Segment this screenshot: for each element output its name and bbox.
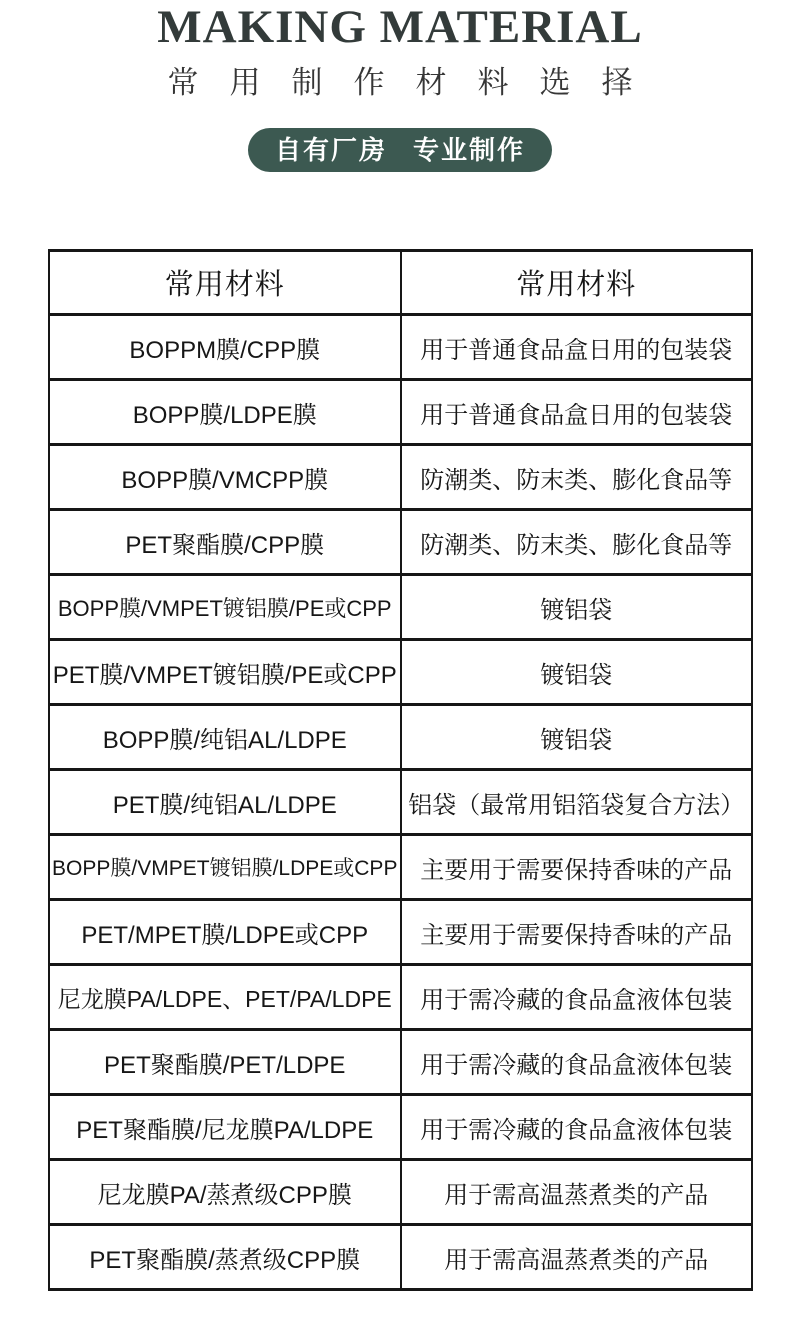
badge-text-right: 专业制作 [413,135,526,165]
table-row [49,1225,752,1290]
usage-cell: 用于需高温蒸煮类的产品 [401,1225,753,1290]
usage-cell: 防潮类、防末类、膨化食品等 [401,510,753,575]
usage-cell: 铝袋（最常用铝箔袋复合方法） [401,770,753,835]
usage-cell: 镀铝袋 [401,705,753,770]
column-header-usage: 常用材料 [401,251,753,315]
badge-text-left: 自有厂房 [274,135,387,165]
material-cell: BOPP膜/LDPE膜 [49,380,401,445]
table-row [49,510,752,575]
page-subtitle: 常用制作材料选择 [167,65,664,100]
table-row [49,705,752,770]
usage-cell: 用于需冷藏的食品盒液体包装 [401,1095,753,1160]
materials-table [48,249,753,1291]
table-row [49,1095,752,1160]
material-cell: BOPP膜/VMPET镀铝膜/PE或CPP [49,575,401,640]
page-title: MAKING MATERIAL [157,1,643,53]
material-cell: PET/MPET膜/LDPE或CPP [49,900,401,965]
table-row [49,1030,752,1095]
usage-cell: 防潮类、防末类、膨化食品等 [401,445,753,510]
usage-cell: 用于需高温蒸煮类的产品 [401,1160,753,1225]
usage-cell: 主要用于需要保持香味的产品 [401,835,753,900]
table-row [49,965,752,1030]
material-cell: PET膜/VMPET镀铝膜/PE或CPP [49,640,401,705]
table-row [49,315,752,380]
material-cell: PET聚酯膜/CPP膜 [49,510,401,575]
usage-cell: 镀铝袋 [401,640,753,705]
table-row [49,445,752,510]
material-cell: 尼龙膜PA/蒸煮级CPP膜 [49,1160,401,1225]
usage-cell: 主要用于需要保持香味的产品 [401,900,753,965]
usage-cell: 用于普通食品盒日用的包装袋 [401,380,753,445]
material-cell: PET聚酯膜/PET/LDPE [49,1030,401,1095]
factory-badge [248,128,552,172]
table-row [49,900,752,965]
material-cell: BOPP膜/VMPET镀铝膜/LDPE或CPP [49,835,401,900]
table-row [49,640,752,705]
material-cell: BOPP膜/VMCPP膜 [49,445,401,510]
material-cell: 尼龙膜PA/LDPE、PET/PA/LDPE [49,965,401,1030]
usage-cell: 用于需冷藏的食品盒液体包装 [401,965,753,1030]
table-row [49,575,752,640]
table-header-row [49,251,752,315]
material-cell: BOPP膜/纯铝AL/LDPE [49,705,401,770]
table-row [49,380,752,445]
table-row [49,770,752,835]
material-cell: PET膜/纯铝AL/LDPE [49,770,401,835]
material-cell: PET聚酯膜/蒸煮级CPP膜 [49,1225,401,1290]
material-cell: PET聚酯膜/尼龙膜PA/LDPE [49,1095,401,1160]
usage-cell: 用于普通食品盒日用的包装袋 [401,315,753,380]
column-header-material: 常用材料 [49,251,401,315]
usage-cell: 镀铝袋 [401,575,753,640]
table-row [49,1160,752,1225]
material-cell: BOPPM膜/CPP膜 [49,315,401,380]
usage-cell: 用于需冷藏的食品盒液体包装 [401,1030,753,1095]
table-row [49,835,752,900]
